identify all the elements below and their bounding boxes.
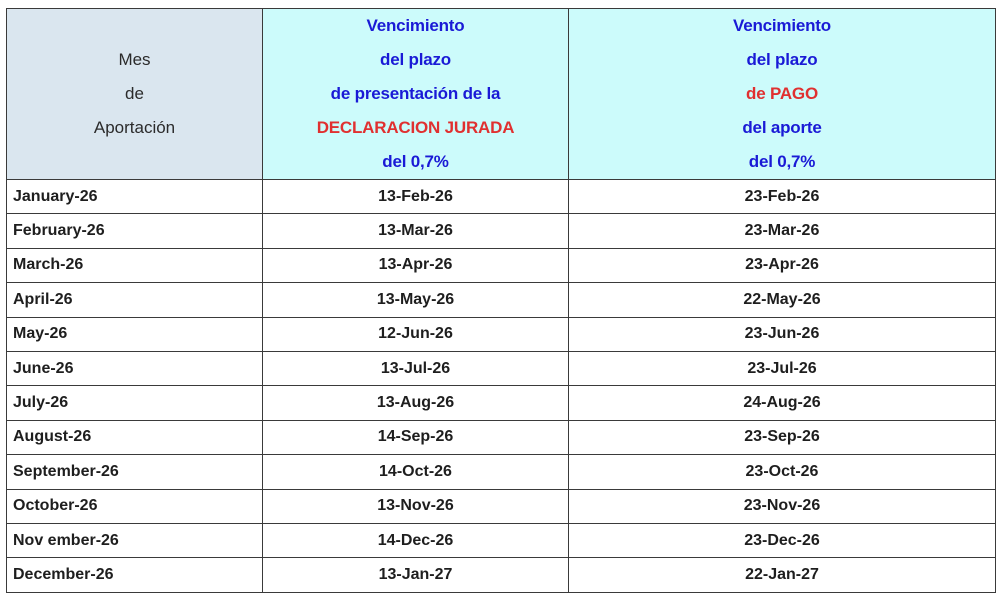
header-declaration-line: DECLARACION JURADA bbox=[316, 118, 515, 137]
table-row bbox=[7, 180, 996, 214]
table-row bbox=[7, 523, 996, 557]
header-declaration-line: Vencimiento bbox=[366, 16, 465, 35]
table-row bbox=[7, 214, 996, 248]
table-row bbox=[7, 386, 996, 420]
month-cell: March-26 bbox=[7, 248, 263, 282]
payment-due-cell: 23-Sep-26 bbox=[569, 420, 996, 454]
declaration-due-cell: 13-Nov-26 bbox=[263, 489, 569, 523]
header-month-column bbox=[7, 9, 263, 180]
month-cell: December-26 bbox=[7, 558, 263, 592]
declaration-due-cell: 13-Mar-26 bbox=[263, 214, 569, 248]
declaration-due-cell: 14-Dec-26 bbox=[263, 523, 569, 557]
payment-due-cell: 23-Nov-26 bbox=[569, 489, 996, 523]
header-month-line: Aportación bbox=[93, 118, 176, 137]
header-payment-line: del aporte bbox=[742, 118, 822, 137]
table-row bbox=[7, 248, 996, 282]
header-declaration-column bbox=[263, 9, 569, 180]
month-cell: May-26 bbox=[7, 317, 263, 351]
table-row bbox=[7, 283, 996, 317]
table-row bbox=[7, 420, 996, 454]
table-row bbox=[7, 317, 996, 351]
payment-due-cell: 24-Aug-26 bbox=[569, 386, 996, 420]
payment-due-cell: 22-May-26 bbox=[569, 283, 996, 317]
month-cell: February-26 bbox=[7, 214, 263, 248]
header-declaration-line: del plazo bbox=[380, 50, 451, 69]
header-payment-line: del plazo bbox=[746, 50, 818, 69]
payment-due-cell: 23-Oct-26 bbox=[569, 455, 996, 489]
declaration-due-cell: 14-Oct-26 bbox=[263, 455, 569, 489]
month-cell: August-26 bbox=[7, 420, 263, 454]
month-cell: June-26 bbox=[7, 351, 263, 385]
payment-due-cell: 23-Mar-26 bbox=[569, 214, 996, 248]
declaration-due-cell: 13-Apr-26 bbox=[263, 248, 569, 282]
header-payment-line: Vencimiento bbox=[733, 16, 831, 35]
month-cell: October-26 bbox=[7, 489, 263, 523]
due-dates-table bbox=[6, 8, 996, 593]
payment-due-cell: 23-Apr-26 bbox=[569, 248, 996, 282]
header-payment-line: de PAGO bbox=[746, 84, 818, 103]
header-payment-line: del 0,7% bbox=[748, 152, 816, 171]
payment-due-cell: 22-Jan-27 bbox=[569, 558, 996, 592]
declaration-due-cell: 13-Jul-26 bbox=[263, 351, 569, 385]
month-cell: April-26 bbox=[7, 283, 263, 317]
header-month-line: Mes bbox=[118, 50, 151, 69]
month-cell: July-26 bbox=[7, 386, 263, 420]
header-month-line: de bbox=[125, 84, 144, 103]
header-row bbox=[7, 9, 996, 180]
declaration-due-cell: 13-Aug-26 bbox=[263, 386, 569, 420]
month-cell: September-26 bbox=[7, 455, 263, 489]
declaration-due-cell: 12-Jun-26 bbox=[263, 317, 569, 351]
payment-due-cell: 23-Dec-26 bbox=[569, 523, 996, 557]
table-row bbox=[7, 351, 996, 385]
declaration-due-cell: 13-May-26 bbox=[263, 283, 569, 317]
month-cell: Nov ember-26 bbox=[7, 523, 263, 557]
declaration-due-cell: 13-Feb-26 bbox=[263, 180, 569, 214]
declaration-due-cell: 13-Jan-27 bbox=[263, 558, 569, 592]
header-declaration-line: del 0,7% bbox=[382, 152, 449, 171]
table-row bbox=[7, 489, 996, 523]
payment-due-cell: 23-Jul-26 bbox=[569, 351, 996, 385]
declaration-due-cell: 14-Sep-26 bbox=[263, 420, 569, 454]
table-row bbox=[7, 455, 996, 489]
month-cell: January-26 bbox=[7, 180, 263, 214]
table-row bbox=[7, 558, 996, 592]
payment-due-cell: 23-Feb-26 bbox=[569, 180, 996, 214]
header-declaration-line: de presentación de la bbox=[330, 84, 501, 103]
payment-due-cell: 23-Jun-26 bbox=[569, 317, 996, 351]
header-payment-column bbox=[569, 9, 996, 180]
